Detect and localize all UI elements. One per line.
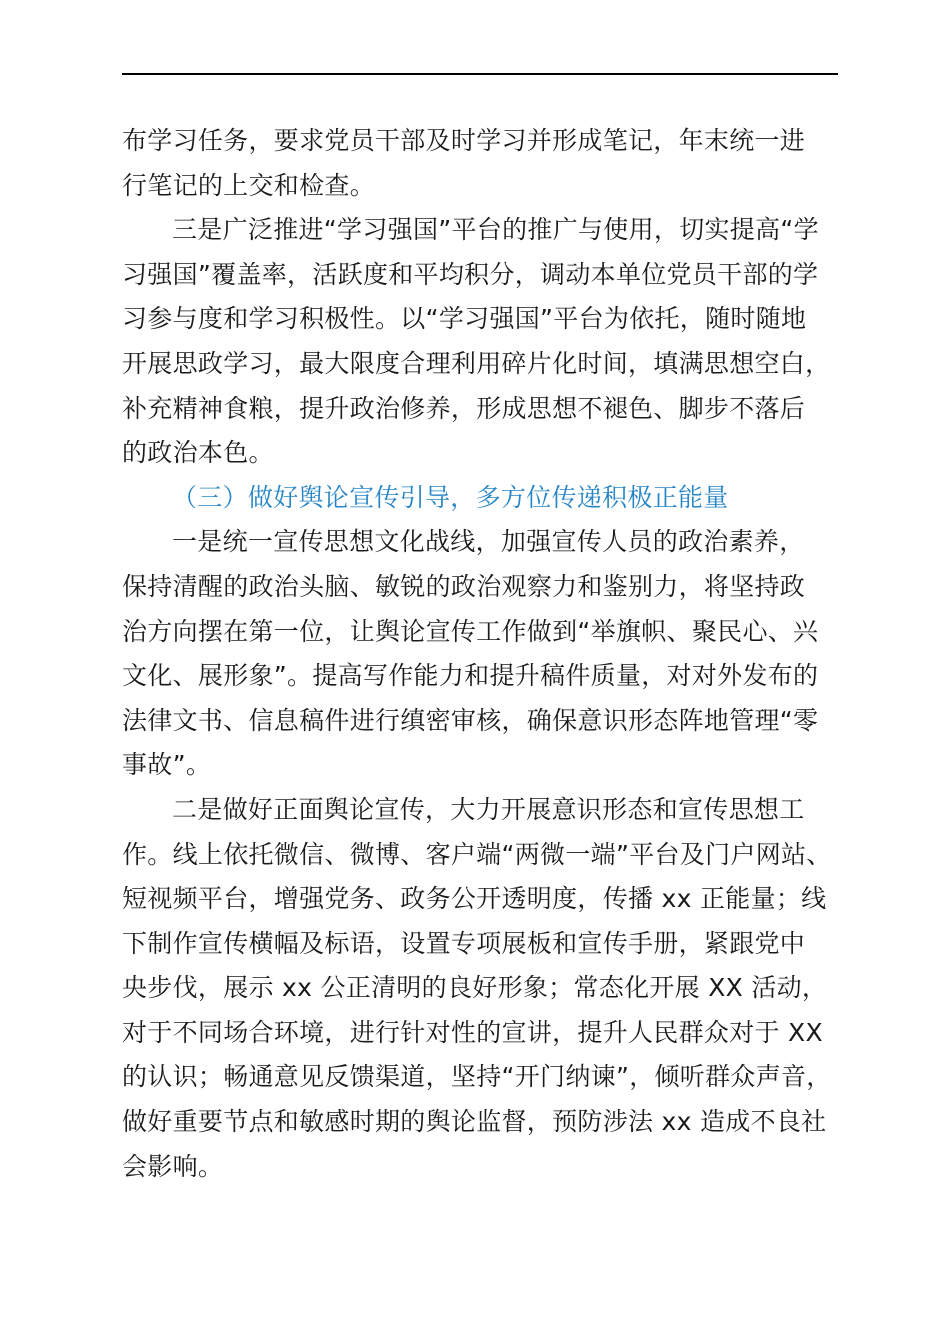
paragraph-start-line: 三是广泛推进“学习强国”平台的推广与使用，切实提高“学 — [172, 215, 819, 245]
body-line: 补充精神食粮，提升政治修养，形成思想不褪色、脚步不落后 — [122, 393, 806, 423]
body-line: 习强国”覆盖率，活跃度和平均积分，调动本单位党员干部的学 — [122, 259, 819, 289]
body-line: 的认识；畅通意见反馈渠道，坚持“开门纳谏”，倾听群众声音， — [122, 1062, 832, 1092]
body-line: 短视频平台，增强党务、政务公开透明度，传播 xx 正能量；线 — [122, 884, 827, 914]
body-line: 下制作宣传横幅及标语，设置专项展板和宣传手册，紧跟党中 — [122, 928, 806, 958]
body-line: 行笔记的上交和检查。 — [122, 170, 376, 200]
section-heading: （三）做好舆论宣传引导，多方位传递积极正能量 — [172, 482, 729, 512]
document-body — [122, 119, 842, 1189]
body-line: 习参与度和学习积极性。以“学习强国”平台为依托，随时随地 — [122, 304, 807, 334]
paragraph-start-line: 二是做好正面舆论宣传，大力开展意识形态和宣传思想工 — [172, 794, 805, 824]
body-line: 作。线上依托微信、微博、客户端“两微一端”平台及门户网站、 — [122, 839, 832, 869]
body-line: 央步伐，展示 xx 公正清明的良好形象；常态化开展 XX 活动， — [122, 973, 828, 1003]
body-line: 布学习任务，要求党员干部及时学习并形成笔记，年末统一进 — [122, 126, 806, 155]
body-line: 会影响。 — [122, 1151, 224, 1181]
body-line: 事故”。 — [122, 750, 212, 780]
body-line: 文化、展形象”。提高写作能力和提升稿件质量，对对外发布的 — [122, 661, 819, 691]
body-line: 的政治本色。 — [122, 438, 274, 468]
paragraph-start-line: 一是统一宣传思想文化战线，加强宣传人员的政治素养， — [172, 527, 805, 557]
header-rule — [122, 73, 838, 75]
body-line: 开展思政学习，最大限度合理利用碎片化时间，填满思想空白， — [122, 348, 831, 378]
body-line: 做好重要节点和敏感时期的舆论监督，预防涉法 xx 造成不良社 — [122, 1107, 827, 1137]
body-line: 保持清醒的政治头脑、敏锐的政治观察力和鉴别力，将坚持政 — [122, 571, 806, 601]
body-line: 对于不同场合环境，进行针对性的宣讲，提升人民群众对于 XX — [122, 1017, 823, 1047]
body-line: 治方向摆在第一位，让舆论宣传工作做到“举旗帜、聚民心、兴 — [122, 616, 819, 646]
body-line: 法律文书、信息稿件进行缜密审核，确保意识形态阵地管理“零 — [122, 705, 819, 735]
